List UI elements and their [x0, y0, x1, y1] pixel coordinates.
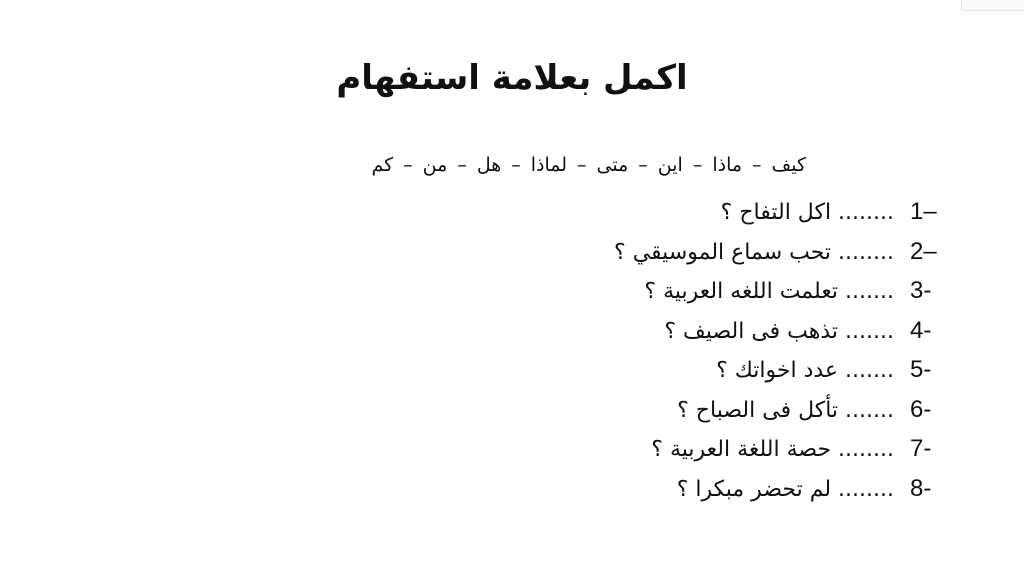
question-item	[246, 232, 946, 272]
word-bank-word: كيف	[771, 154, 806, 176]
question-number: 7-	[910, 435, 932, 462]
question-item	[246, 469, 946, 509]
corner-mark	[961, 0, 1024, 11]
question-text: ........ اكل التفاح ؟	[720, 200, 894, 225]
word-bank-separator: –	[511, 154, 521, 176]
question-item	[246, 192, 946, 232]
question-item	[246, 350, 946, 390]
word-bank-separator: –	[752, 154, 762, 176]
word-bank-separator: –	[403, 154, 413, 176]
question-item	[246, 311, 946, 351]
word-bank-separator: –	[457, 154, 467, 176]
question-number: 4-	[910, 316, 932, 344]
question-text: ........ لم تحضر مبكرا ؟	[676, 476, 894, 502]
word-bank-word: من	[422, 154, 448, 176]
word-bank-separator: –	[692, 154, 703, 176]
question-number: 8-	[910, 474, 932, 502]
question-text: ....... تأكل فى الصباح ؟	[677, 397, 894, 423]
question-number: 2–	[910, 237, 937, 265]
question-text: ....... تعلمت اللغه العربية ؟	[644, 279, 894, 304]
question-text: ........ تحب سماع الموسيقي ؟	[614, 239, 894, 265]
question-number: 1–	[910, 198, 937, 225]
slide-title: اكمل بعلامة استفهام	[336, 58, 688, 98]
question-number: 6-	[910, 395, 932, 423]
question-text: ....... تذهب فى الصيف ؟	[664, 318, 894, 344]
question-item	[246, 390, 946, 430]
word-bank-separator: –	[577, 154, 587, 176]
word-bank-word: اين	[657, 154, 683, 176]
word-bank-word: لماذا	[530, 154, 568, 176]
question-item	[246, 429, 946, 469]
question-list	[246, 192, 946, 508]
question-number: 5-	[910, 356, 932, 383]
question-item	[246, 271, 946, 311]
word-bank-word: متى	[596, 154, 629, 176]
question-number: 3-	[910, 277, 932, 304]
word-bank-word: ماذا	[712, 154, 743, 176]
word-bank-word: كم	[371, 154, 394, 176]
question-text: ....... عدد اخواتك ؟	[716, 358, 894, 383]
word-bank-word: هل	[476, 154, 502, 176]
word-bank	[206, 148, 806, 182]
question-text: ........ حصة اللغة العربية ؟	[651, 437, 894, 462]
word-bank-separator: –	[638, 154, 648, 176]
